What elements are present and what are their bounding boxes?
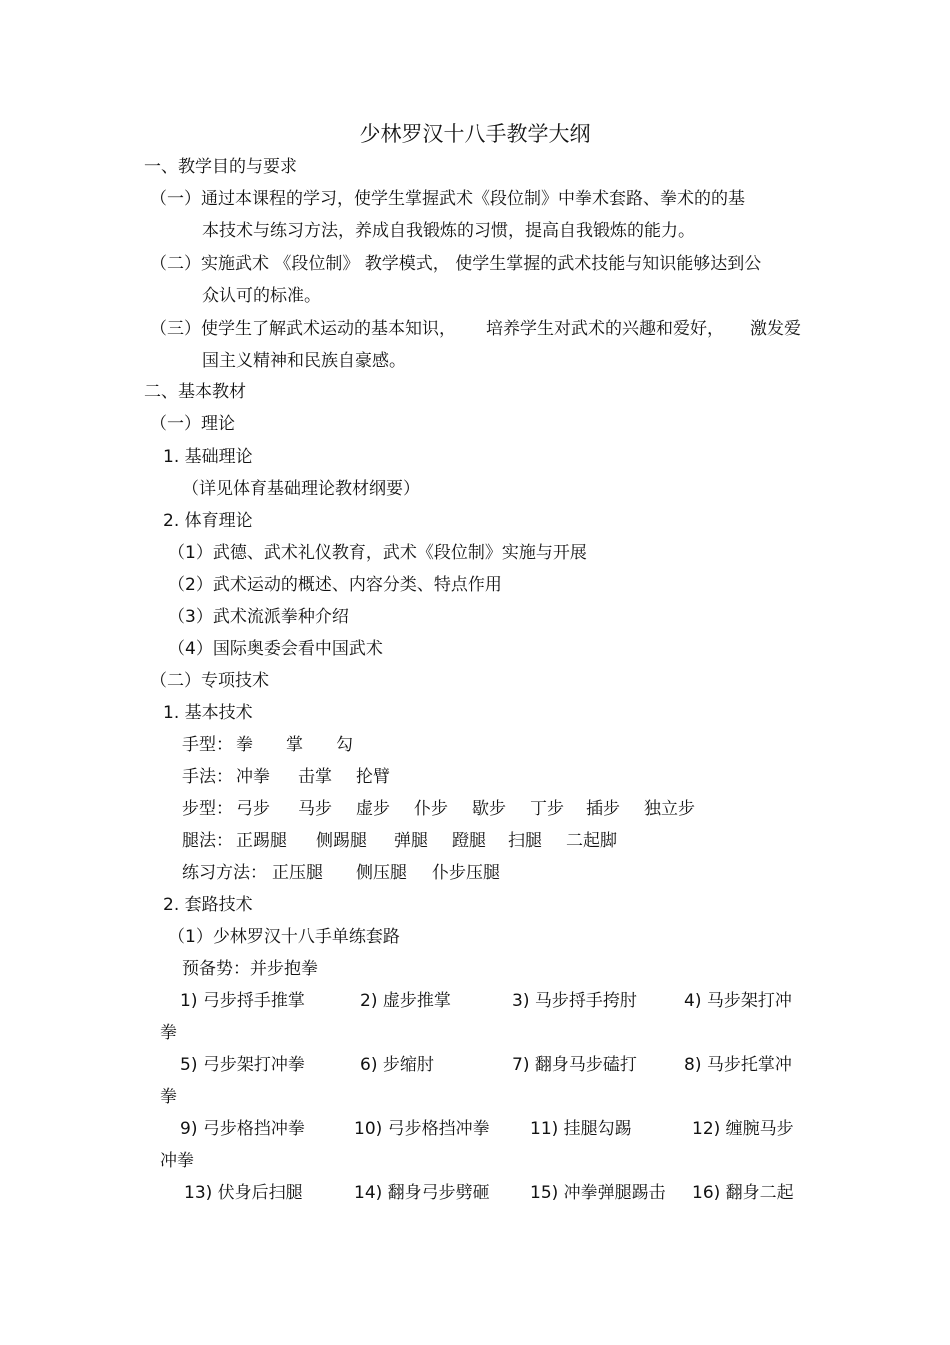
- step-shape-item: 独立步: [644, 799, 695, 819]
- goal-1-line-2: 本技术与练习方法，养成自我锻炼的习惯，提高自我锻炼的能力。: [202, 221, 695, 241]
- goal-2-line-1: （二）实施武术 《段位制》 教学模式， 使学生掌握的武术技能与知识能够达到公: [150, 254, 762, 274]
- goal-3-line-1b: 培养学生对武术的兴趣和爱好，: [486, 319, 724, 339]
- leg-method-item: 扫腿: [508, 831, 542, 851]
- hand-method-item: 冲拳: [236, 767, 270, 787]
- goal-3-line-1c: 激发爱: [750, 319, 801, 339]
- hand-shape-item: 勾: [336, 735, 353, 755]
- theory-item-1: （1）武德、武术礼仪教育，武术《段位制》实施与开展: [168, 543, 587, 563]
- move-item: 12) 缠腕马步: [692, 1119, 794, 1139]
- hand-shape-item: 拳: [236, 735, 253, 755]
- move-item: 2) 虚步推掌: [360, 991, 451, 1011]
- step-shape-item: 丁步: [530, 799, 564, 819]
- hand-method-label: 手法：: [182, 767, 233, 787]
- move-item: 3) 马步捋手挎肘: [512, 991, 637, 1011]
- practice-item: 仆步压腿: [432, 863, 500, 883]
- leg-method-item: 正踢腿: [236, 831, 287, 851]
- move-wrap: 冲拳: [160, 1151, 194, 1171]
- theory-heading: （一）理论: [150, 414, 235, 434]
- goal-2-line-2: 众认可的标准。: [202, 286, 321, 306]
- leg-method-item: 侧踢腿: [316, 831, 367, 851]
- section-heading-materials: 二、基本教材: [144, 382, 246, 402]
- practice-label: 练习方法：: [182, 863, 267, 883]
- theory-pe: 2. 体育理论: [163, 511, 253, 531]
- move-item: 13) 伏身后扫腿: [184, 1183, 303, 1203]
- move-item: 6) 步缩肘: [360, 1055, 434, 1075]
- ready-stance: 预备势：并步抱拳: [182, 959, 318, 979]
- section-heading-goals: 一、教学目的与要求: [144, 157, 297, 177]
- step-shape-item: 插步: [586, 799, 620, 819]
- move-item: 16) 翻身二起: [692, 1183, 794, 1203]
- leg-method-item: 弹腿: [394, 831, 428, 851]
- routine-item-1: （1）少林罗汉十八手单练套路: [168, 927, 400, 947]
- move-item: 1) 弓步捋手推掌: [180, 991, 305, 1011]
- skills-heading: （二）专项技术: [150, 671, 269, 691]
- theory-item-2: （2）武术运动的概述、内容分类、特点作用: [168, 575, 502, 595]
- step-shape-item: 歇步: [472, 799, 506, 819]
- hand-shape-item: 掌: [286, 735, 303, 755]
- move-wrap: 拳: [160, 1023, 177, 1043]
- move-item: 15) 冲拳弹腿踢击: [530, 1183, 666, 1203]
- hand-shape-label: 手型：: [182, 735, 233, 755]
- document-title: 少林罗汉十八手教学大纲: [359, 122, 591, 146]
- basic-technique-heading: 1. 基本技术: [163, 703, 253, 723]
- step-shape-item: 仆步: [414, 799, 448, 819]
- leg-method-item: 二起脚: [566, 831, 617, 851]
- hand-method-item: 击掌: [298, 767, 332, 787]
- move-wrap: 拳: [160, 1087, 177, 1107]
- move-item: 4) 马步架打冲: [684, 991, 792, 1011]
- step-shape-item: 马步: [298, 799, 332, 819]
- theory-basic-note: （详见体育基础理论教材纲要）: [182, 479, 420, 499]
- theory-item-3: （3）武术流派拳种介绍: [168, 607, 349, 627]
- move-item: 10) 弓步格挡冲拳: [354, 1119, 490, 1139]
- leg-method-label: 腿法：: [182, 831, 233, 851]
- move-item: 7) 翻身马步磕打: [512, 1055, 637, 1075]
- move-item: 14) 翻身弓步劈砸: [354, 1183, 490, 1203]
- step-shape-item: 弓步: [236, 799, 270, 819]
- move-item: 9) 弓步格挡冲拳: [180, 1119, 305, 1139]
- leg-method-item: 蹬腿: [452, 831, 486, 851]
- goal-1-line-1: （一）通过本课程的学习，使学生掌握武术《段位制》中拳术套路、拳术的的基: [150, 189, 745, 209]
- goal-3-line-1a: （三）使学生了解武术运动的基本知识，: [150, 319, 456, 339]
- goal-3-line-2: 国主义精神和民族自豪感。: [202, 351, 406, 371]
- move-item: 8) 马步托掌冲: [684, 1055, 792, 1075]
- theory-basic: 1. 基础理论: [163, 447, 253, 467]
- routine-heading: 2. 套路技术: [163, 895, 253, 915]
- move-item: 5) 弓步架打冲拳: [180, 1055, 305, 1075]
- practice-item: 正压腿: [272, 863, 323, 883]
- move-item: 11) 挂腿勾踢: [530, 1119, 632, 1139]
- practice-item: 侧压腿: [356, 863, 407, 883]
- step-shape-label: 步型：: [182, 799, 233, 819]
- step-shape-item: 虚步: [356, 799, 390, 819]
- theory-item-4: （4）国际奥委会看中国武术: [168, 639, 383, 659]
- hand-method-item: 抡臂: [356, 767, 390, 787]
